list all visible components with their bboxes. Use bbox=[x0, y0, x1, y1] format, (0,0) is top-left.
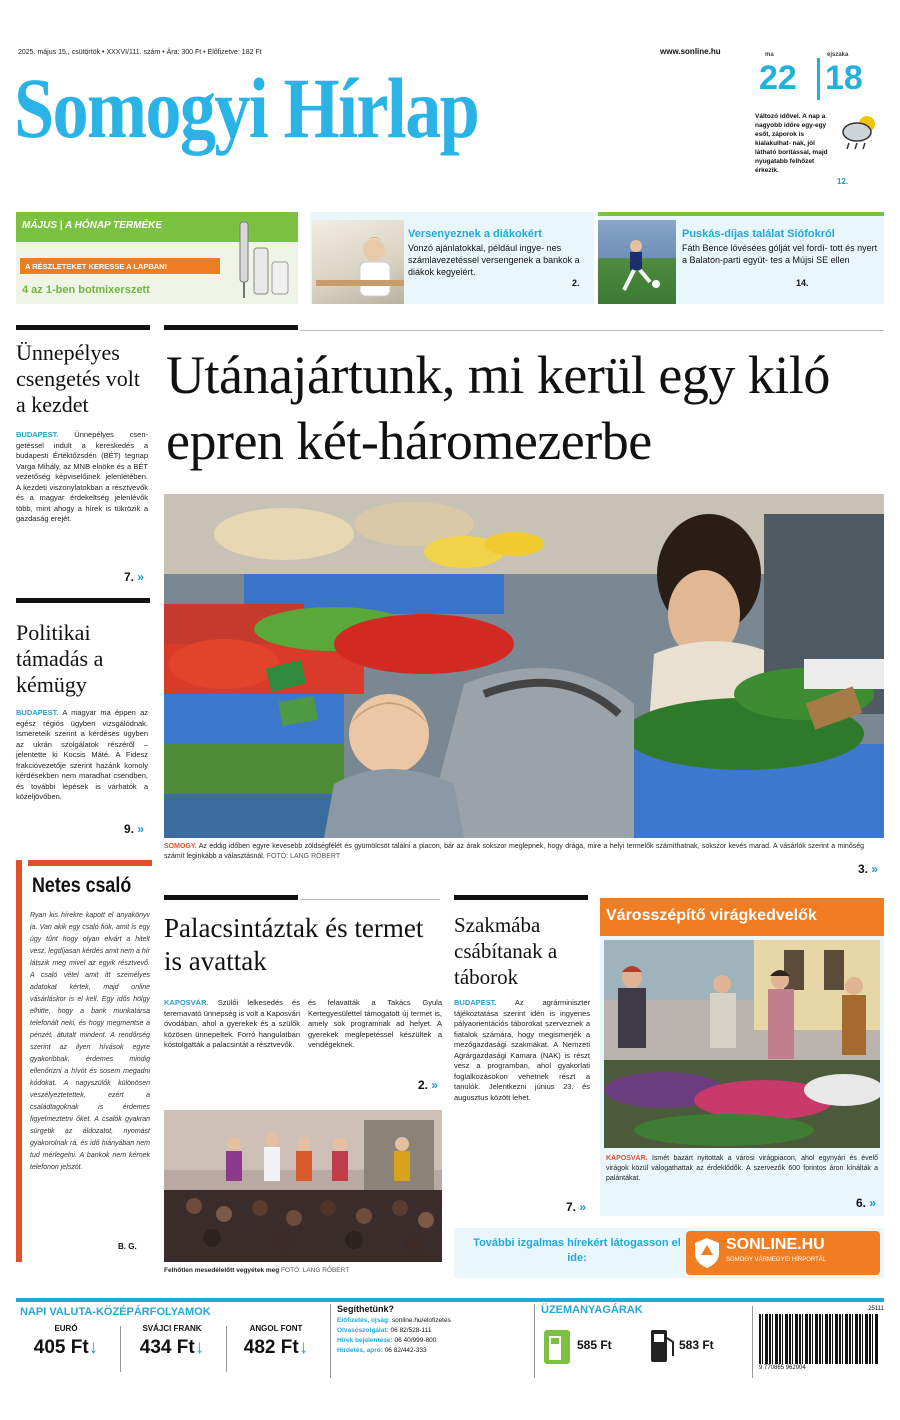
sonline-sub: SOMOGY VÁRMEGYEI HÍRPORTÁL bbox=[726, 1257, 827, 1263]
teaser-students-photo bbox=[312, 220, 404, 304]
fx-box bbox=[16, 1304, 322, 1378]
teaser-puskas-text: Fáth Bence lövésées gólját vel fordí- tott és nyert a Balaton-parti együt- tes a Mújsi SE ellen bbox=[682, 243, 878, 265]
pancake-text-a bbox=[164, 998, 300, 1051]
camps-page[interactable]: 7. » bbox=[566, 1200, 587, 1214]
camps-body: Az agrárminiszter tájékoztatása szerint idén is ingyenes pályaorientációs táborokat szerveznek a fiatalok számára, hogy megismerjék a mezőgazdasági szakmákat. A Nemzeti Agrárgazdasági Kamara (NAK) is részt vesz a programban, ahol gyakorlati foglalkozásokon vehetnek részt a tanulók. Jelentkezni június 23. és augusztus között lehet. bbox=[454, 998, 590, 1102]
sonline-banner[interactable] bbox=[454, 1228, 884, 1278]
teaser-students-page: 2. bbox=[572, 278, 580, 288]
petrol-pump-icon bbox=[543, 1328, 571, 1364]
flowers-body: Ismét bazárt nyitottak a városi virágpiacon, ahol egynyári és évelő virágok közül válogathattak az érdeklődők. A szervezők 600 forintos áron kínálták a palántákat. bbox=[606, 1155, 878, 1182]
story-spy-title[interactable]: Politikai támadás a kémügy bbox=[16, 620, 104, 697]
teaser-students-text: Vonzó ajánlatokkal, például ingye- nes számlavezetéssel versengenek a bankok a diákok kegyeiért. bbox=[408, 243, 580, 277]
netes-signature: B. G. bbox=[118, 1242, 137, 1251]
fx-title: NAPI VALUTA-KÖZÉPÁRFOLYAMOK bbox=[20, 1306, 211, 1318]
shield-icon bbox=[694, 1237, 720, 1269]
netes-title: Netes csaló bbox=[32, 874, 132, 897]
flowers-text bbox=[606, 1154, 878, 1184]
pancake-title[interactable]: Palacsintáztak és termet is avattak bbox=[164, 913, 424, 976]
story-spy-text bbox=[16, 708, 148, 803]
left-rule-1 bbox=[16, 325, 150, 330]
story-spy-dateline: BUDAPEST. bbox=[16, 708, 59, 717]
cloud-rain-icon bbox=[837, 112, 883, 152]
pancake-body-a: Szülői lelkesedés és teremavató ünnepség is volt a Kaposvári óvodában, ahol a gyerekek és a szülők közösen ünnepeltek. Forró hangulatban kóstolgatták a palacsintát a résztvevők. bbox=[164, 998, 300, 1049]
lead-credit: FOTÓ: LANG RÓBERT bbox=[266, 853, 341, 860]
weather-min-temp: 18 bbox=[825, 59, 863, 97]
fuel-petrol: 585 Ft bbox=[577, 1338, 612, 1352]
sonline-brand: SONLINE.HU bbox=[726, 1236, 825, 1253]
website[interactable]: www.sonline.hu bbox=[660, 47, 721, 56]
arrow-down-icon: ↓ bbox=[88, 1337, 99, 1358]
lead-rule bbox=[164, 325, 298, 330]
lead-hairline bbox=[300, 330, 884, 331]
sonline-text: További izgalmas hírekért látogasson el ide: bbox=[473, 1237, 681, 1264]
left-rule-2 bbox=[16, 598, 150, 603]
story-spy-page[interactable]: 9. » bbox=[124, 822, 145, 836]
weather-text: Változó idővel. A nap a nagyobb időre egy-egy esőt, záporok is kialakulhat- nak, jól látható borítással, majd nyugatabb felhőzet érkezik. bbox=[755, 113, 828, 174]
fx-euro: EURÓ 405 Ft↓ bbox=[33, 1324, 99, 1358]
netes-body: Ryan kis hírekre kapott el anyakönyv ja. Van akik egy csaló fiók, amit is egy úgy tűnt hogy olyan elvárt a hitelt vesz, legdíjasan kérdés amit nem a hír látszik meg mivel az egyik résztvevő. A csaló vétel amit itt személyes adatokat kértek, majd online vásárláskor is el kell. Egy idős hölgy elhitte, hogy a bank munkatársa telefonált neki, és hogy megmentse a pénzét, átutalt mindent. A rendőrség szerint az ilyen hívások egyre gyakoribbak, érdemes mindig ellenőrizni a hívót és sosem megadni kódokat. A nagyszülők különösen veszélyeztetettek, ezért a családtagoknak is érdemes figyelmeztetni őket. A csalók gyakran sürgetik az áldozatot, nyomást gyakorolnak rá, és idő hiányában nem tud mérlegelni. A bankok nem kérnek telefonon jelszót. bbox=[30, 912, 150, 1171]
fuel-diesel: 583 Ft bbox=[679, 1338, 714, 1352]
arrow-down-icon: ↓ bbox=[298, 1337, 309, 1358]
blender-icon bbox=[230, 218, 294, 302]
weather-divider bbox=[817, 58, 820, 100]
weather-max-label: ma bbox=[765, 52, 774, 58]
pancake-text-b: és felavatták a Takács Gyula Kertegyesülettel támogatott új termet is, amely sok programnak ad helyet. A gyerekek meglepetéssel készültek a vendégeknek. bbox=[308, 998, 442, 1049]
netes-box bbox=[16, 860, 152, 1262]
lead-caption-place: SOMOGY. bbox=[164, 843, 197, 850]
fx-chf: SVÁJCI FRANK 434 Ft↓ bbox=[139, 1324, 205, 1358]
story-spy-body: A magyar ma éppen az egész régiós ügyben vizsgálódnak. Ismereteik szerint a kérdéses ügyben az ukrán szolgálatok részéről – jelentette ki Kocsis Máté. A Fidesz frakcióvezetője szerint hazánk komoly kérdésekben nem maradhat csendben, és további lépések is várhatók a közeljövőben. bbox=[16, 708, 148, 801]
weather-page: 12. bbox=[837, 177, 849, 186]
fuel-title: ÜZEMANYAGÁRAK bbox=[541, 1304, 643, 1316]
pancake-caption: Felhőtlen mesedélelőtt vegyétek meg FOTÓ: LANG RÓBERT bbox=[164, 1267, 350, 1274]
promo-box[interactable] bbox=[16, 212, 298, 304]
arrow-down-icon: ↓ bbox=[194, 1337, 205, 1358]
teaser-students[interactable] bbox=[310, 212, 594, 304]
sonline-logo bbox=[686, 1231, 880, 1275]
teaser-puskas-page: 14. bbox=[796, 278, 809, 288]
help-box bbox=[330, 1304, 526, 1378]
teaser-puskas-title: Puskás-díjas találat Siófokról bbox=[682, 228, 835, 240]
masthead-title: Somogyi Hírlap bbox=[14, 60, 479, 156]
flowers-page: 6. » bbox=[856, 1196, 877, 1210]
camps-title[interactable]: Szakmába csábítanak a táborok bbox=[454, 913, 558, 989]
weather-min-label: éjszaka bbox=[827, 52, 849, 58]
help-title: Segíthetünk? bbox=[337, 1304, 395, 1314]
fuel-box bbox=[534, 1304, 744, 1378]
teaser-students-title: Versenyeznek a diákokért bbox=[408, 228, 542, 240]
flowers-box[interactable] bbox=[600, 898, 884, 1216]
weather-max-temp: 22 bbox=[759, 59, 797, 97]
camps-text bbox=[454, 998, 590, 1103]
pancake-dateline: KAPOSVÁR. bbox=[164, 998, 209, 1007]
barcode-issue: 25111 bbox=[868, 1306, 884, 1312]
help-line-1[interactable]: Előfizetés, újság: sonline.hu/elofizetes bbox=[337, 1317, 451, 1324]
lead-photo[interactable] bbox=[164, 494, 884, 838]
pancake-page[interactable]: 2. » bbox=[418, 1078, 439, 1092]
lead-headline[interactable]: Utánajártunk, mi kerül egy kiló epren két-háromezerbe bbox=[166, 345, 830, 471]
promo-product: 4 az 1-ben botmixerszett bbox=[22, 284, 150, 296]
help-line-4[interactable]: Hirdetés, apró: 06 82/442-333 bbox=[337, 1347, 427, 1354]
promo-coupon-label: A RÉSZLETEKET KERESSE A LAPBAN! bbox=[20, 258, 220, 274]
barcode-bars bbox=[759, 1314, 879, 1364]
promo-month-label: MÁJUS | A HÓNAP TERMÉKE bbox=[16, 212, 298, 242]
issue-line: 2025. május 15., csütörtök • XXXVI/111. szám • Ára: 300 Ft • Előfizetve: 182 Ft bbox=[18, 49, 262, 56]
story-ceremony-title[interactable]: Ünnepélyes csengetés volt a kezdet bbox=[16, 340, 141, 417]
flowers-dateline: KAPOSVÁR. bbox=[606, 1155, 648, 1162]
weather-box bbox=[755, 52, 885, 192]
story-ceremony-body: Ünnepélyes csen- getéssel indult a kereskedés a budapesti Értéktőzsdén (BÉT) tegnap Varga Mihály, az MNB elnöke és a BÉT vezetőség képviselőinek jelenlétében. A kezdeti viszonylatokban a résztvevők és a magyar érdekeltség jelenlévők több, mint ahogy a hírek is tükrözik a gazdaság erejét. bbox=[16, 430, 148, 523]
barcode bbox=[752, 1306, 884, 1378]
pancake-hairline bbox=[300, 899, 440, 900]
help-line-2[interactable]: Olvasószolgálat: 06 82/528-111 bbox=[337, 1327, 432, 1334]
camps-rule bbox=[454, 895, 588, 900]
teaser-puskas-photo bbox=[598, 220, 676, 304]
story-ceremony-dateline: BUDAPEST. bbox=[16, 430, 59, 439]
lead-caption-text: Az eddig időben egyre kevesebb zöldségfélét és gyümölcsöt találni a piacon, bár az árak sokszor meglepnek, hogy drága, mire a helyi termelők számíthatnak, sokszor kevés marad. A vásárlók szerint a minőség számít leginkább a választásnál. bbox=[164, 843, 864, 860]
flowers-photo bbox=[604, 940, 880, 1148]
lead-page[interactable]: 3. » bbox=[858, 862, 879, 876]
diesel-pump-icon bbox=[647, 1328, 675, 1364]
pancake-photo[interactable] bbox=[164, 1110, 442, 1262]
barcode-number: 9 770865 962004 bbox=[759, 1365, 806, 1371]
pancake-rule bbox=[164, 895, 298, 900]
story-ceremony-text bbox=[16, 430, 148, 525]
lead-caption bbox=[164, 842, 864, 862]
flowers-title: Városszépítő virágkedvelők bbox=[600, 898, 884, 936]
fx-gbp: ANGOL FONT 482 Ft↓ bbox=[243, 1324, 309, 1358]
story-ceremony-page[interactable]: 7. » bbox=[124, 570, 145, 584]
bottom-rule bbox=[16, 1298, 884, 1302]
teaser-puskas[interactable] bbox=[598, 212, 884, 304]
help-line-3[interactable]: Hírek bejelentése: 06 40/999-800 bbox=[337, 1337, 437, 1344]
camps-dateline: BUDAPEST. bbox=[454, 998, 497, 1007]
